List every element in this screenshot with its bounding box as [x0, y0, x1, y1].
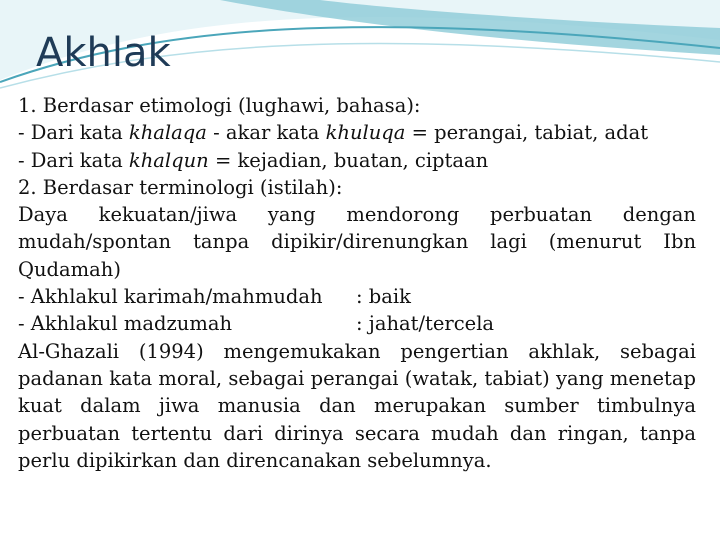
definition-paragraph: Daya kekuatan/jiwa yang mendorong perbuatan dengan mudah/spontan tanpa dipikir/direnungkan lagi (menurut Ibn Qudamah) — [18, 203, 696, 281]
classification-label: - Akhlakul madzumah — [18, 312, 233, 336]
ghazali-paragraph: Al-Ghazali (1994) mengemukakan pengertian akhlak, sebagai padanan kata moral, sebagai perangai (watak, tabiat) yang menetap kuat dalam jiwa manusia dan merupakan sumber timbulnya perbuatan tertentu dari dirinya secara mudah dan ringan, tanpa perlu dipikirkan dan direncanakan sebelumnya. — [18, 339, 696, 472]
classification-row-madzumah — [18, 310, 696, 337]
text-segment: - Dari kata — [18, 148, 129, 172]
italic-term: khalqun — [128, 148, 209, 172]
classification-label: - Akhlakul karimah/mahmudah — [18, 285, 323, 309]
classification-value: : baik — [356, 285, 411, 309]
etymology-item-1 — [18, 119, 696, 146]
text-segment: - akar kata — [206, 121, 326, 145]
text-segment: = perangai, tabiat, adat — [405, 121, 649, 145]
italic-term: khalaqa — [128, 121, 207, 145]
text-segment: = kejadian, buatan, ciptaan — [208, 148, 489, 172]
italic-term: khuluqa — [325, 121, 406, 145]
classification-row-karimah — [18, 283, 696, 310]
text-segment: - Dari kata — [18, 121, 129, 145]
etymology-heading: 1. Berdasar etimologi (lughawi, bahasa): — [18, 94, 421, 117]
etymology-item-2 — [18, 147, 696, 174]
classification-value: : jahat/tercela — [356, 312, 495, 336]
page-title: Akhlak — [36, 30, 171, 76]
terminology-heading: 2. Berdasar terminologi (istilah): — [18, 175, 343, 199]
slide-content — [18, 92, 696, 474]
